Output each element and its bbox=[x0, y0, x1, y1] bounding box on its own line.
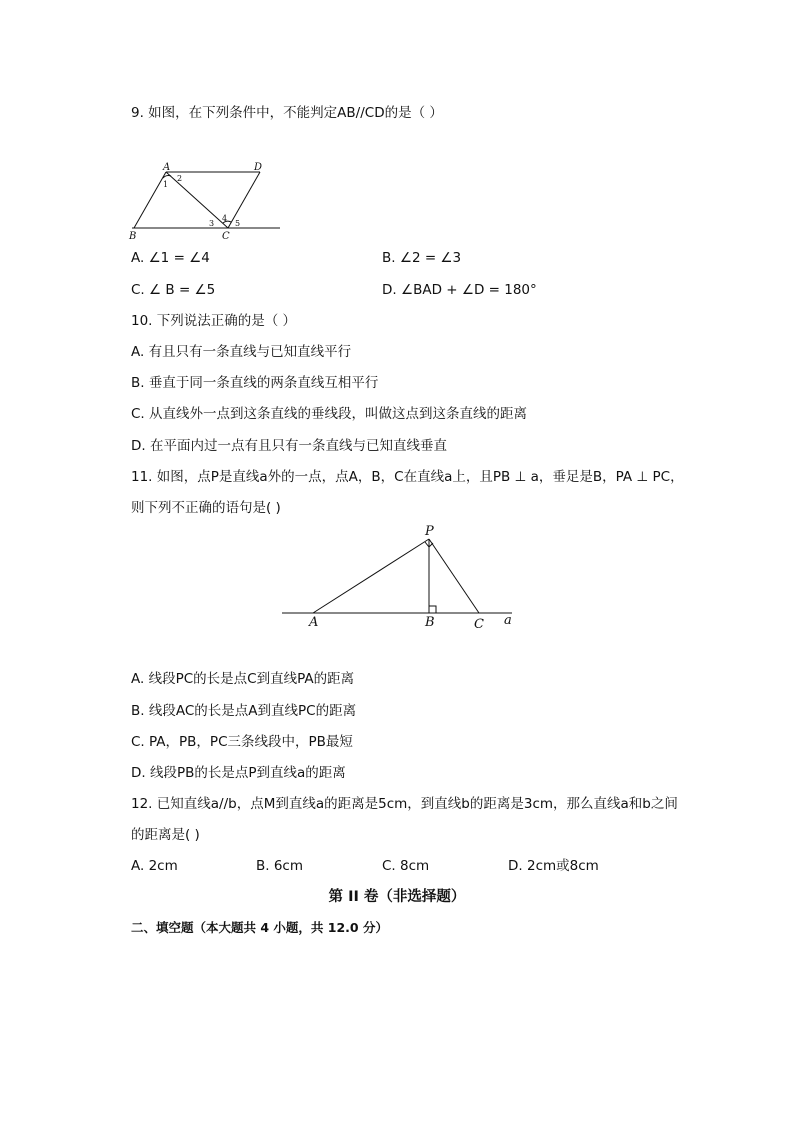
q10-option-d: D. 在平面内过一点有且只有一条直线与已知直线垂直 bbox=[131, 438, 447, 454]
q11-option-d: D. 线段PB的长是点P到直线a的距离 bbox=[131, 765, 346, 781]
q11-option-b: B. 线段AC的长是点A到直线PC的距离 bbox=[131, 703, 357, 719]
q11-option-a: A. 线段PC的长是点C到直线PA的距离 bbox=[131, 671, 355, 687]
q10-option-a: A. 有且只有一条直线与已知直线平行 bbox=[131, 344, 352, 360]
q12-option-d: D. 2cm或8cm bbox=[508, 858, 599, 874]
q9-stem: 9. 如图，在下列条件中，不能判定AB//CD的是（ ） bbox=[131, 105, 443, 121]
q9-angle-5: 5 bbox=[235, 219, 241, 228]
q12-stem-line1: 12. 已知直线a//b，点M到直线a的距离是5cm，到直线b的距离是3cm，那么直线a和b之间 bbox=[131, 796, 678, 812]
q9-label-a: A bbox=[163, 162, 171, 173]
section-heading: 二、填空题（本大题共 4 小题，共 12.0 分） bbox=[131, 920, 388, 935]
q12-option-a: A. 2cm bbox=[131, 858, 178, 874]
q9-line-ab bbox=[134, 172, 169, 228]
q11-label-p: P bbox=[425, 524, 434, 539]
q9-label-c: C bbox=[222, 231, 230, 240]
q11-figure bbox=[278, 522, 528, 632]
q9-option-c: C. ∠ B = ∠5 bbox=[131, 282, 216, 298]
q9-angle-1: 1 bbox=[163, 180, 169, 189]
q11-label-b: B bbox=[425, 615, 435, 630]
q9-angle-4: 4 bbox=[222, 214, 228, 223]
q11-stem-line1: 11. 如图，点P是直线a外的一点，点A，B，C在直线a上，且PB ⊥ a，垂足是B，PA ⊥ PC， bbox=[131, 469, 684, 485]
q9-option-d: D. ∠BAD + ∠D = 180° bbox=[382, 282, 537, 298]
q9-angle-2: 2 bbox=[177, 174, 183, 183]
q10-option-b: B. 垂直于同一条直线的两条直线互相平行 bbox=[131, 375, 379, 391]
q12-option-b: B. 6cm bbox=[256, 858, 304, 874]
q11-label-c: C bbox=[474, 617, 484, 632]
q11-label-a: A bbox=[309, 615, 319, 630]
q9-figure bbox=[128, 160, 288, 240]
q12-option-c: C. 8cm bbox=[382, 858, 430, 874]
q9-label-b: B bbox=[129, 231, 137, 240]
q9-line-dc bbox=[228, 172, 260, 228]
q9-angle-3: 3 bbox=[209, 219, 215, 228]
q9-label-d: D bbox=[254, 162, 263, 173]
section-title: 第 II 卷（非选择题） bbox=[328, 889, 466, 905]
q11-line-pc bbox=[429, 539, 479, 613]
q11-stem-line2: 则下列不正确的语句是( ) bbox=[131, 500, 281, 516]
q9-option-a: A. ∠1 = ∠4 bbox=[131, 250, 210, 266]
q12-stem-line2: 的距离是( ) bbox=[131, 827, 200, 843]
q11-label-line-a: a bbox=[504, 613, 512, 628]
q10-stem: 10. 下列说法正确的是（ ） bbox=[131, 313, 297, 329]
q10-option-c: C. 从直线外一点到这条直线的垂线段，叫做这点到这条直线的距离 bbox=[131, 406, 528, 422]
q9-line-ac bbox=[166, 172, 228, 228]
q11-line-pa bbox=[313, 539, 429, 613]
q11-option-c: C. PA，PB，PC三条线段中，PB最短 bbox=[131, 734, 353, 750]
q11-right-angle-b bbox=[429, 606, 436, 613]
q9-option-b: B. ∠2 = ∠3 bbox=[382, 250, 462, 266]
